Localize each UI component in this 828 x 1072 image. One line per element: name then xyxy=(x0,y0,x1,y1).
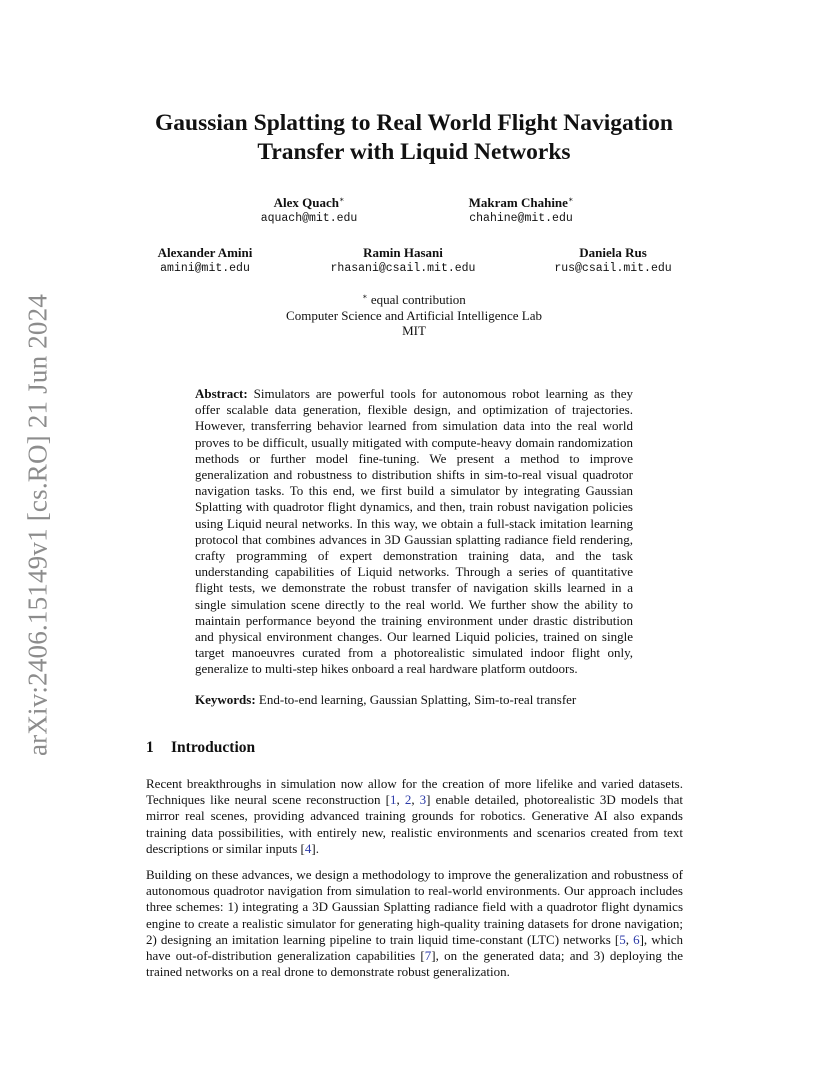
citation-link[interactable]: 7 xyxy=(424,948,432,964)
affiliation xyxy=(200,289,628,339)
title-line-1: Gaussian Splatting to Real World Flight Navigation xyxy=(155,110,673,136)
author-email: chahine@mit.edu xyxy=(469,212,573,225)
abstract-label: Abstract: xyxy=(195,386,248,401)
author-name: Ramin Hasani xyxy=(363,245,443,260)
section-heading-introduction xyxy=(146,739,255,757)
equal-contribution-note: ∗ equal contribution xyxy=(362,292,466,307)
citation-link[interactable]: 6 xyxy=(633,931,640,947)
arxiv-identifier-text: arXiv:2406.15149v1 [cs.RO] 21 Jun 2024 xyxy=(22,293,53,757)
section-number: 1 xyxy=(146,739,154,756)
section-title: Introduction xyxy=(171,739,256,756)
author-block-amini xyxy=(140,245,270,277)
title-line-2: Transfer with Liquid Networks xyxy=(257,139,571,165)
keywords-text: End-to-end learning, Gaussian Splatting, Sim-to-real transfer xyxy=(258,692,577,707)
author-email: amini@mit.edu xyxy=(160,262,250,275)
lab-name: Computer Science and Artificial Intelligence Lab xyxy=(286,307,542,323)
author-name: Alexander Amini xyxy=(157,245,253,260)
arxiv-identifier xyxy=(18,290,58,760)
abstract-text: Simulators are powerful tools for autonomous robot learning as they offer scalable data generation, flexible design, and optimization of trajectories. However, transferring behavior learned from simulation data into the real world proves to be difficult, usually mitigated with compute-heavy domain randomization methods or further model fine-tuning. We present a method to improve generalization and robustness to distribution shifts in sim-to-real visual quadrotor navigation tasks. To this end, we first build a simulator by integrating Gaussian Splatting with quadrotor flight dynamics, and then, train robust navigation policies using Liquid neural networks. In this way, we obtain a full-stack imitation learning protocol that combines advances in 3D Gaussian splatting radiance field rendering, crafty programming of expert demonstration training data, and the task understanding capabilities of Liquid networks. Through a series of quantitative flight tests, we demonstrate the robust transfer of navigation skills learned in a single simulation scene directly to the real world. We further show the ability to maintain performance beyond the training environment under drastic distribution and physical environment changes. Our learned Liquid policies, trained on single target manoeuvres curated from a photorealistic simulated indoor flight only, generalize to multi-step hikes onboard a real hardware platform outdoors. xyxy=(195,386,633,677)
citation-link[interactable]: 3 xyxy=(419,792,427,808)
author-name: Daniela Rus xyxy=(579,245,647,260)
institution-name: MIT xyxy=(402,323,426,338)
author-name: Alex Quach∗ xyxy=(273,195,345,210)
keywords-label: Keywords: xyxy=(195,692,256,707)
citation-link[interactable]: 2 xyxy=(404,792,412,808)
intro-paragraph-1: Recent breakthroughs in simulation now allow for the creation of more lifelike and varied datasets. Techniques like neural scene reconstruction [1, 2, 3] enable detailed, photorealistic 3D models that mirror real scenes, providing advanced training grounds for robotics. Generative AI also expands training data possibilities, with entirely new, realistic environments and scenarios created from text descriptions or similar inputs [4]. xyxy=(146,776,684,856)
citation-link[interactable]: 4 xyxy=(304,840,312,856)
author-name: Makram Chahine∗ xyxy=(468,195,574,210)
paper-title xyxy=(100,109,728,167)
intro-paragraph-2: Building on these advances, we design a methodology to improve the generalization and robustness of autonomous quadrotor navigation from simulation to real-world environments. Our approach includes three schemes: 1) integrating a 3D Gaussian Splatting radiance field with a quadrotor flight dynamics engine to create a realistic simulator for generating high-quality training datasets for drone navigation; 2) designing an imitation learning pipeline to train liquid time-constant (LTC) networks [5, 6], which have out-of-distribution generalization capabilities [7], on the generated data; and 3) deploying the trained networks on a real drone to demonstrate robust generalization. xyxy=(146,867,684,980)
author-email: aquach@mit.edu xyxy=(260,212,358,225)
author-block-chahine xyxy=(441,192,601,227)
citation-link[interactable]: 5 xyxy=(619,931,626,947)
abstract xyxy=(195,386,633,678)
citation-link[interactable]: 1 xyxy=(389,792,397,808)
keywords xyxy=(195,692,633,708)
author-block-rus xyxy=(543,245,683,277)
author-email: rhasani@csail.mit.edu xyxy=(330,262,476,275)
author-email: rus@csail.mit.edu xyxy=(554,262,672,275)
author-block-hasani xyxy=(318,245,488,277)
author-block-quach xyxy=(234,192,384,227)
